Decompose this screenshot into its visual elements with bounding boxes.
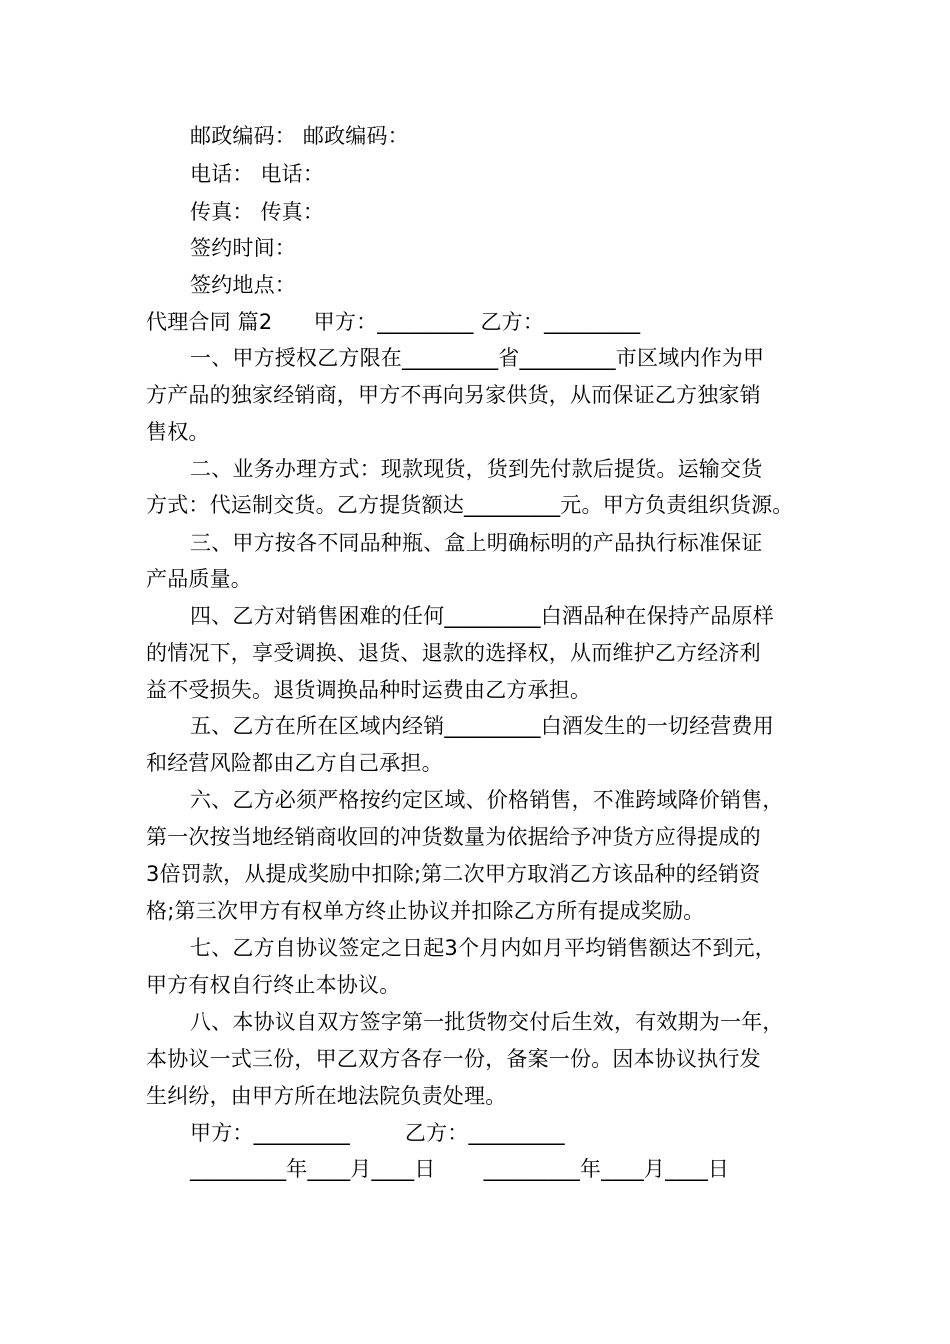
clause-3-line-2: 产品质量。	[146, 567, 252, 591]
clause-3-line-1: 三、甲方按各不同品种瓶、盒上明确标明的产品执行标准保证	[190, 531, 763, 555]
clause-4-line-1: 四、乙方对销售困难的任何_________白酒品种在保持产品原样	[190, 604, 774, 628]
clause-5-line-1: 五、乙方在所在区域内经销_________白酒发生的一切经营费用	[190, 714, 774, 738]
clause-8-line-3: 生纠纷，由甲方所在地法院负责处理。	[146, 1084, 507, 1108]
clause-1-line-3: 售权。	[146, 420, 210, 444]
clause-6-line-1: 六、乙方必须严格按约定区域、价格销售，不准跨域降价销售，	[190, 788, 784, 812]
clause-6-line-3: 3倍罚款，从提成奖励中扣除;第二次甲方取消乙方该品种的经销资	[146, 862, 761, 886]
postal-code-line: 邮政编码： 邮政编码：	[190, 124, 409, 148]
signing-place-line: 签约地点：	[190, 273, 296, 297]
phone-line: 电话： 电话：	[190, 162, 325, 186]
clause-6-line-4: 格;第三次甲方有权单方终止协议并扣除乙方所有提成奖励。	[146, 899, 705, 923]
contract-heading: 代理合同 篇2 甲方：_________ 乙方：_________	[146, 310, 641, 334]
clause-2-line-2: 方式：代运制交货。乙方提货额达_________元。甲方负责组织货源。	[146, 493, 794, 517]
clause-2-line-1: 二、业务办理方式：现款现货，货到先付款后提货。运输交货	[190, 457, 763, 481]
clause-7-line-1: 七、乙方自协议签定之日起3个月内如月平均销售额达不到元，	[190, 936, 776, 960]
clause-1-line-2: 方产品的独家经销商，甲方不再向另家供货，从而保证乙方独家销	[146, 383, 761, 407]
signature-date-line: _________年____月____日 _________年____月____日	[190, 1157, 730, 1181]
clause-7-line-2: 甲方有权自行终止本协议。	[146, 973, 401, 997]
fax-line: 传真： 传真：	[190, 200, 325, 224]
clause-8-line-1: 八、本协议自双方签字第一批货物交付后生效，有效期为一年，	[190, 1010, 784, 1034]
clause-6-line-2: 第一次按当地经销商收回的冲货数量为依据给予冲货方应得提成的	[146, 825, 761, 849]
clause-4-line-3: 益不受损失。退货调换品种时运费由乙方承担。	[146, 678, 592, 702]
clause-4-line-2: 的情况下，享受调换、退货、退款的选择权，从而维护乙方经济利	[146, 641, 761, 665]
clause-1-line-1: 一、甲方授权乙方限在_________省_________市区域内作为甲	[190, 346, 765, 370]
signing-time-line: 签约时间：	[190, 236, 296, 260]
clause-5-line-2: 和经营风险都由乙方自己承担。	[146, 751, 443, 775]
signature-parties-line: 甲方：_________ 乙方：_________	[190, 1121, 565, 1145]
clause-8-line-2: 本协议一式三份，甲乙双方各存一份，备案一份。因本协议执行发	[146, 1047, 761, 1071]
